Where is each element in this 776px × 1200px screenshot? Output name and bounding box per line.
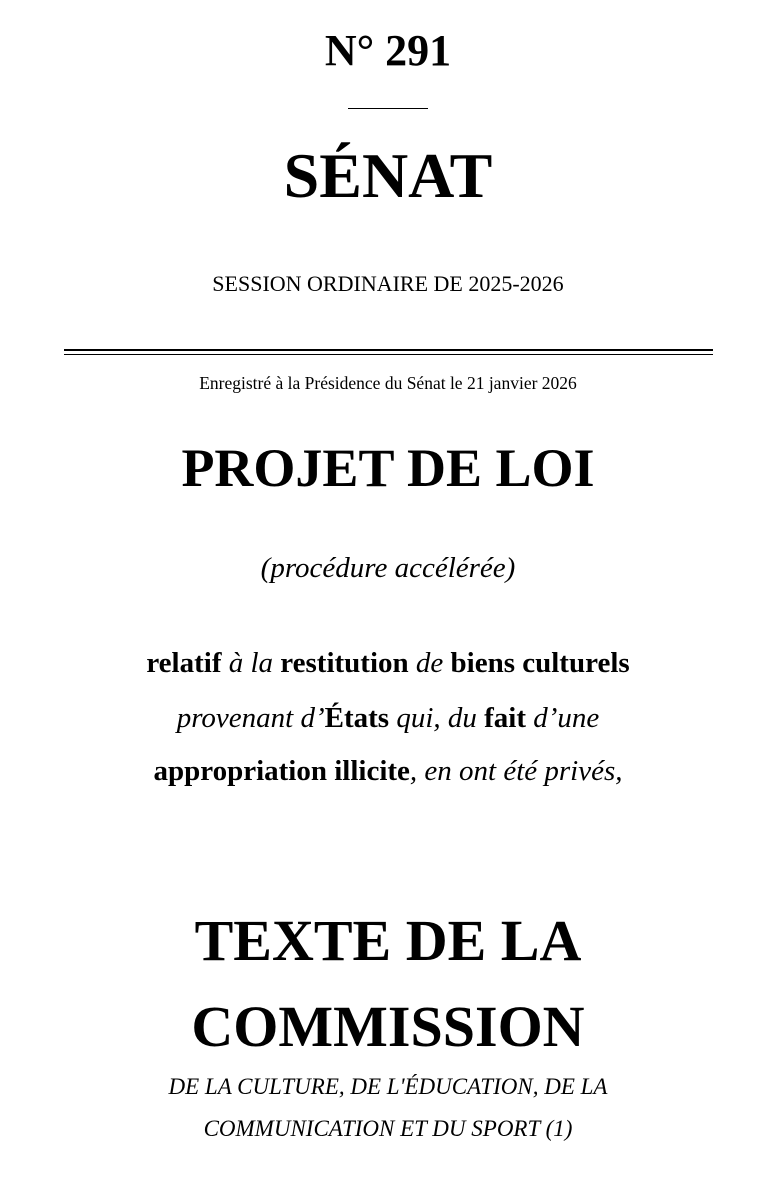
subject-segment: appropriation illicite bbox=[153, 755, 410, 787]
commission-heading-line-1: TEXTE DE LA bbox=[194, 908, 582, 973]
subject-segment: provenant d’ bbox=[176, 702, 325, 734]
subject-line-2 bbox=[0, 700, 776, 736]
subject-segment: États bbox=[324, 702, 390, 734]
subject-segment: qui, du bbox=[389, 702, 485, 734]
session-label: SESSION ORDINAIRE DE 2025-2026 bbox=[212, 271, 564, 296]
subject-segment: d’une bbox=[526, 702, 600, 734]
document-number: N° 291 bbox=[324, 26, 452, 75]
short-divider bbox=[348, 108, 428, 109]
double-divider bbox=[64, 349, 713, 355]
subject-segment: de bbox=[408, 647, 451, 679]
subject-segment: relatif bbox=[146, 647, 222, 679]
commission-name-line-2: COMMUNICATION ET DU SPORT (1) bbox=[203, 1116, 573, 1141]
subject-segment: à la bbox=[221, 647, 281, 679]
commission-name-line-1: DE LA CULTURE, DE L'ÉDUCATION, DE LA bbox=[168, 1074, 608, 1099]
chamber-title: SÉNAT bbox=[283, 140, 493, 211]
subject-segment: fait bbox=[484, 702, 527, 734]
registration-line: Enregistré à la Présidence du Sénat le 21 janvier 2026 bbox=[199, 373, 577, 393]
subject-segment: restitution bbox=[280, 647, 409, 679]
procedure-label: (procédure accélérée) bbox=[260, 552, 516, 584]
commission-heading-line-2: COMMISSION bbox=[191, 994, 585, 1059]
subject-segment: , en ont été privés, bbox=[409, 755, 623, 787]
subject-line-1 bbox=[0, 645, 776, 681]
subject-segment: biens culturels bbox=[450, 647, 630, 679]
subject-line-3 bbox=[0, 753, 776, 789]
document-type-heading: PROJET DE LOI bbox=[181, 438, 595, 498]
